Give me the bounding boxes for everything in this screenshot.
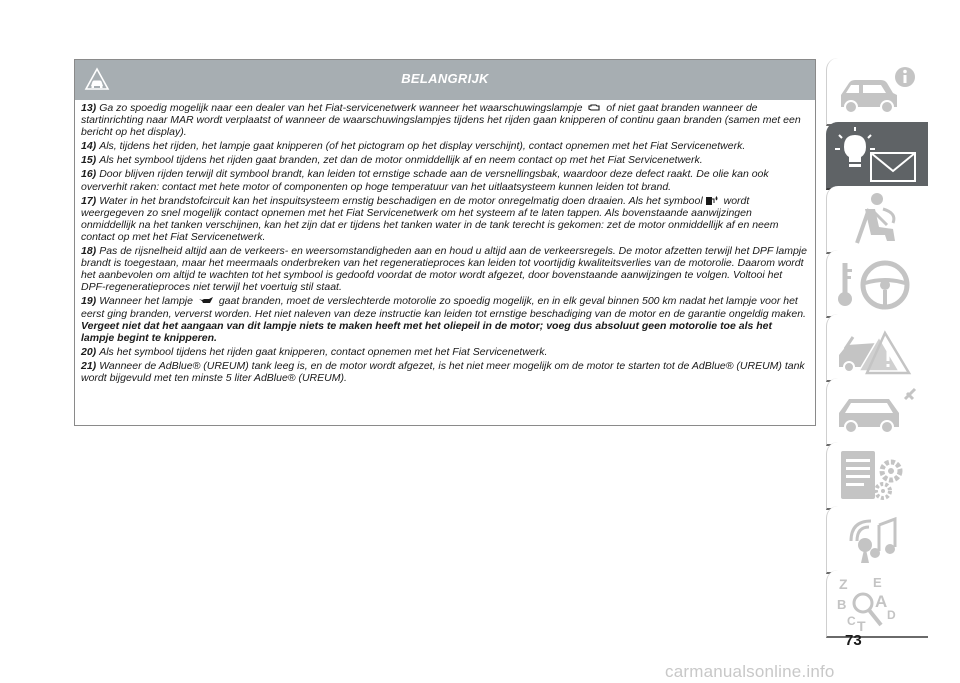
notice-title: BELANGRIJK bbox=[401, 71, 489, 86]
technical-data-icon bbox=[835, 447, 921, 505]
key-steering-wheel-icon bbox=[835, 255, 921, 313]
index-letter-b: B bbox=[837, 597, 847, 612]
tab-technical-data[interactable] bbox=[826, 442, 928, 510]
notice-header bbox=[75, 60, 815, 100]
oil-lamp-icon bbox=[198, 296, 214, 305]
notice-body bbox=[75, 100, 815, 384]
tab-maintenance[interactable] bbox=[826, 378, 928, 446]
car-info-icon bbox=[835, 63, 921, 121]
tab-warning-lights[interactable] bbox=[826, 122, 928, 190]
index-letter-a: A bbox=[875, 592, 888, 611]
note-17: 17) Water in het brandstofcircuit kan het inspuitsysteem ernstig beschadigen en de motor onregelmatig doen draaien. Als het symbool wordt weergegeven zo snel mogelijk contact opnemen met het Fiat Servicenetwerk om het systeem af te laten tappen. Als bovenstaande aanwijzingen onmiddellijk na het tanken verschijnen, kan het zijn dat er tijdens het tanken water in de tank terecht is gekomen: zet de motor onmiddellijk af en neem contact op met het Fiat Servicenetwerk. bbox=[81, 194, 779, 243]
alphabetical-index-icon bbox=[835, 575, 921, 633]
water-in-fuel-icon bbox=[705, 195, 719, 206]
tab-index[interactable] bbox=[826, 570, 928, 638]
seat-airbag-icon bbox=[835, 191, 921, 249]
tab-multimedia[interactable] bbox=[826, 506, 928, 574]
index-letter-d: D bbox=[887, 608, 896, 622]
note-16: 16) Door blijven rijden terwijl dit symbool brandt, kan leiden tot ernstige schade aan de versnellingsbak, waardoor deze defect raakt. De olie kan ook oververhit raken: contact met hete motor of componenten op hoge temperatuur van het uitlaatsysteem kunnen leiden tot brand. bbox=[81, 168, 769, 193]
car-maintenance-icon bbox=[835, 383, 921, 441]
important-notice-box bbox=[74, 59, 816, 426]
index-letter-e: E bbox=[873, 575, 882, 590]
tab-car-info[interactable] bbox=[826, 58, 928, 126]
index-letter-t: T bbox=[857, 618, 866, 633]
note-14: 14) Als, tijdens het rijden, het lampje gaat knipperen (of het pictogram op het display verschijnt), contact opnemen met het Fiat Servicenetwerk. bbox=[81, 140, 746, 153]
note-19: 19) Wanneer het lampje gaat branden, moet de verslechterde motorolie zo spoedig mogelijk, en in elk geval binnen 500 km nadat het lampje voor het eerst ging branden, ververst worden. Het niet naleven van deze instructie kan leiden tot ernstige beschadiging van de motor en de garantie ongeldig maken. Vergeet niet dat het aangaan van dit lampje niets te maken heeft met het oliepeil in de motor; voeg dus absoluut geen motorolie toe als het lampje begint te knipperen. bbox=[81, 295, 806, 344]
note-13: 13) Ga zo spoedig mogelijk naar een dealer van het Fiat-servicenetwerk wanneer het waarschuwingslampje of niet gaat branden wanneer de startinrichting naar MAR wordt verplaatst of wanneer de waarschuwingslampjes tijdens het rijden gaan knipperen of continu gaan branden (samen met een bericht op het display). bbox=[81, 102, 801, 139]
page-number: 73 bbox=[845, 632, 862, 649]
note-21: 21) Wanneer de AdBlue® (UREUM) tank leeg is, en de motor wordt afgezet, is het niet meer mogelijk om de motor te starten tot de AdBlue® (UREUM) tank wordt bijgevuld met ten minste 5 liter AdBlue® (UREUM). bbox=[81, 359, 805, 384]
warning-light-message-icon bbox=[835, 127, 921, 185]
note-20: 20) Als het symbool tijdens het rijden gaat knipperen, contact opnemen met het Fiat Servicenetwerk. bbox=[81, 345, 548, 358]
car-breakdown-icon bbox=[835, 319, 921, 377]
tab-emergency[interactable] bbox=[826, 314, 928, 382]
index-letter-z: Z bbox=[839, 576, 848, 592]
note-18: 18) Pas de rijsnelheid altijd aan de verkeers- en weersomstandigheden aan en houd u altijd aan de verkeersregels. De motor afzetten terwijl het DPF lampje brandt is toegestaan, maar het meermaals onderbreken van het regeneratieproces kan leiden tot voortijdig kwaliteitsverlies van de motorolie. Daarom wordt het aanbevolen om altijd te wachten tot het symbool is gedoofd voordat de motor wordt afgezet, door bovenstaande aanwijzingen te volgen. Voltooi het DPF-regeneratieproces niet terwijl het voertuig stil staat. bbox=[81, 245, 807, 294]
tab-starting-driving[interactable] bbox=[826, 250, 928, 318]
watermark: carmanualsonline.info bbox=[665, 662, 835, 681]
tab-safety[interactable] bbox=[826, 186, 928, 254]
multimedia-icon bbox=[835, 511, 921, 569]
index-letter-c: C bbox=[847, 614, 856, 628]
note-15: 15) Als het symbool tijdens het rijden gaat branden, zet dan de motor onmiddellijk af en neem contact op met het Fiat Servicenetwerk. bbox=[81, 154, 703, 167]
engine-warning-icon bbox=[587, 103, 601, 112]
